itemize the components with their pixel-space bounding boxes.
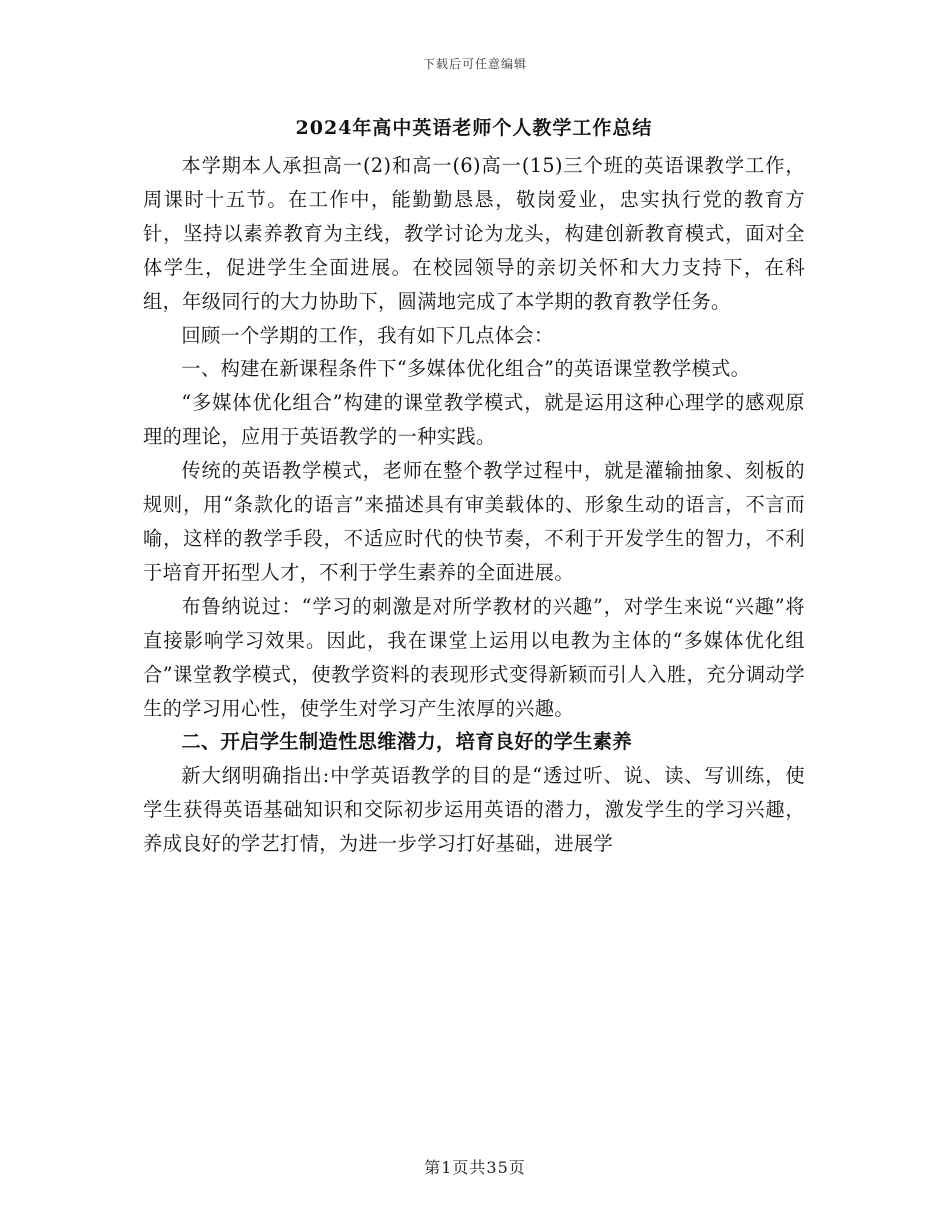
paragraph-bruner: 布鲁纳说过：“学习的刺激是对所学教材的兴趣”，对学生来说“兴趣”将直接影响学习效果。因此，我在课堂上运用以电教为主体的“多媒体优化组合”课堂教学模式，使教学资料的表现形式变得新颖而引人入胜，充分调动学生的学习用心性，使学生对学习产生浓厚的兴趣。 bbox=[143, 594, 805, 720]
paragraph-multimedia: “多媒体优化组合”构建的课堂教学模式，就是运用这种心理学的感观原理的理论，应用于英语教学的一种实践。 bbox=[143, 391, 805, 449]
section-heading-two: 二、开启学生制造性思维潜力，培育良好的学生素养 bbox=[181, 730, 632, 754]
paragraph-review: 回顾一个学期的工作，我有如下几点体会： bbox=[181, 323, 554, 347]
paragraph-syllabus: 新大纲明确指出:中学英语教学的目的是“透过听、说、读、写训练，使学生获得英语基础知识和交际初步运用英语的潜力，激发学生的学习兴趣，养成良好的学艺打情，为进一步学习打好基础，进展学 bbox=[143, 764, 805, 856]
paragraph-intro: 本学期本人承担高一(2)和高一(6)高一(15)三个班的英语课教学工作，周课时十五节。在工作中，能勤勤恳恳，敬岗爱业，忠实执行党的教育方针，坚持以素养教育为主线，教学讨论为龙头，构建创新教育模式，面对全体学生，促进学生全面进展。在校园领导的亲切关怀和大力支持下，在科组，年级同行的大力协助下，圆满地完成了本学期的教育教学任务。 bbox=[143, 154, 805, 313]
page-footer-number: 第1页共35页 bbox=[424, 1158, 526, 1177]
document-body bbox=[143, 113, 805, 861]
document-title: 2024年高中英语老师个人教学工作总结 bbox=[295, 117, 653, 139]
paragraph-section-one: 一、构建在新课程条件下“多媒体优化组合”的英语课堂教学模式。 bbox=[181, 357, 751, 381]
paragraph-traditional: 传统的英语教学模式，老师在整个教学过程中，就是灌输抽象、刻板的规则，用“条款化的语言”来描述具有审美载体的、形象生动的语言，不言而喻，这样的教学手段，不适应时代的快节奏，不利于开发学生的智力，不利于培育开拓型人才，不利于学生素养的全面进展。 bbox=[143, 459, 805, 584]
page-header-note: 下载后可任意编辑 bbox=[422, 57, 527, 71]
